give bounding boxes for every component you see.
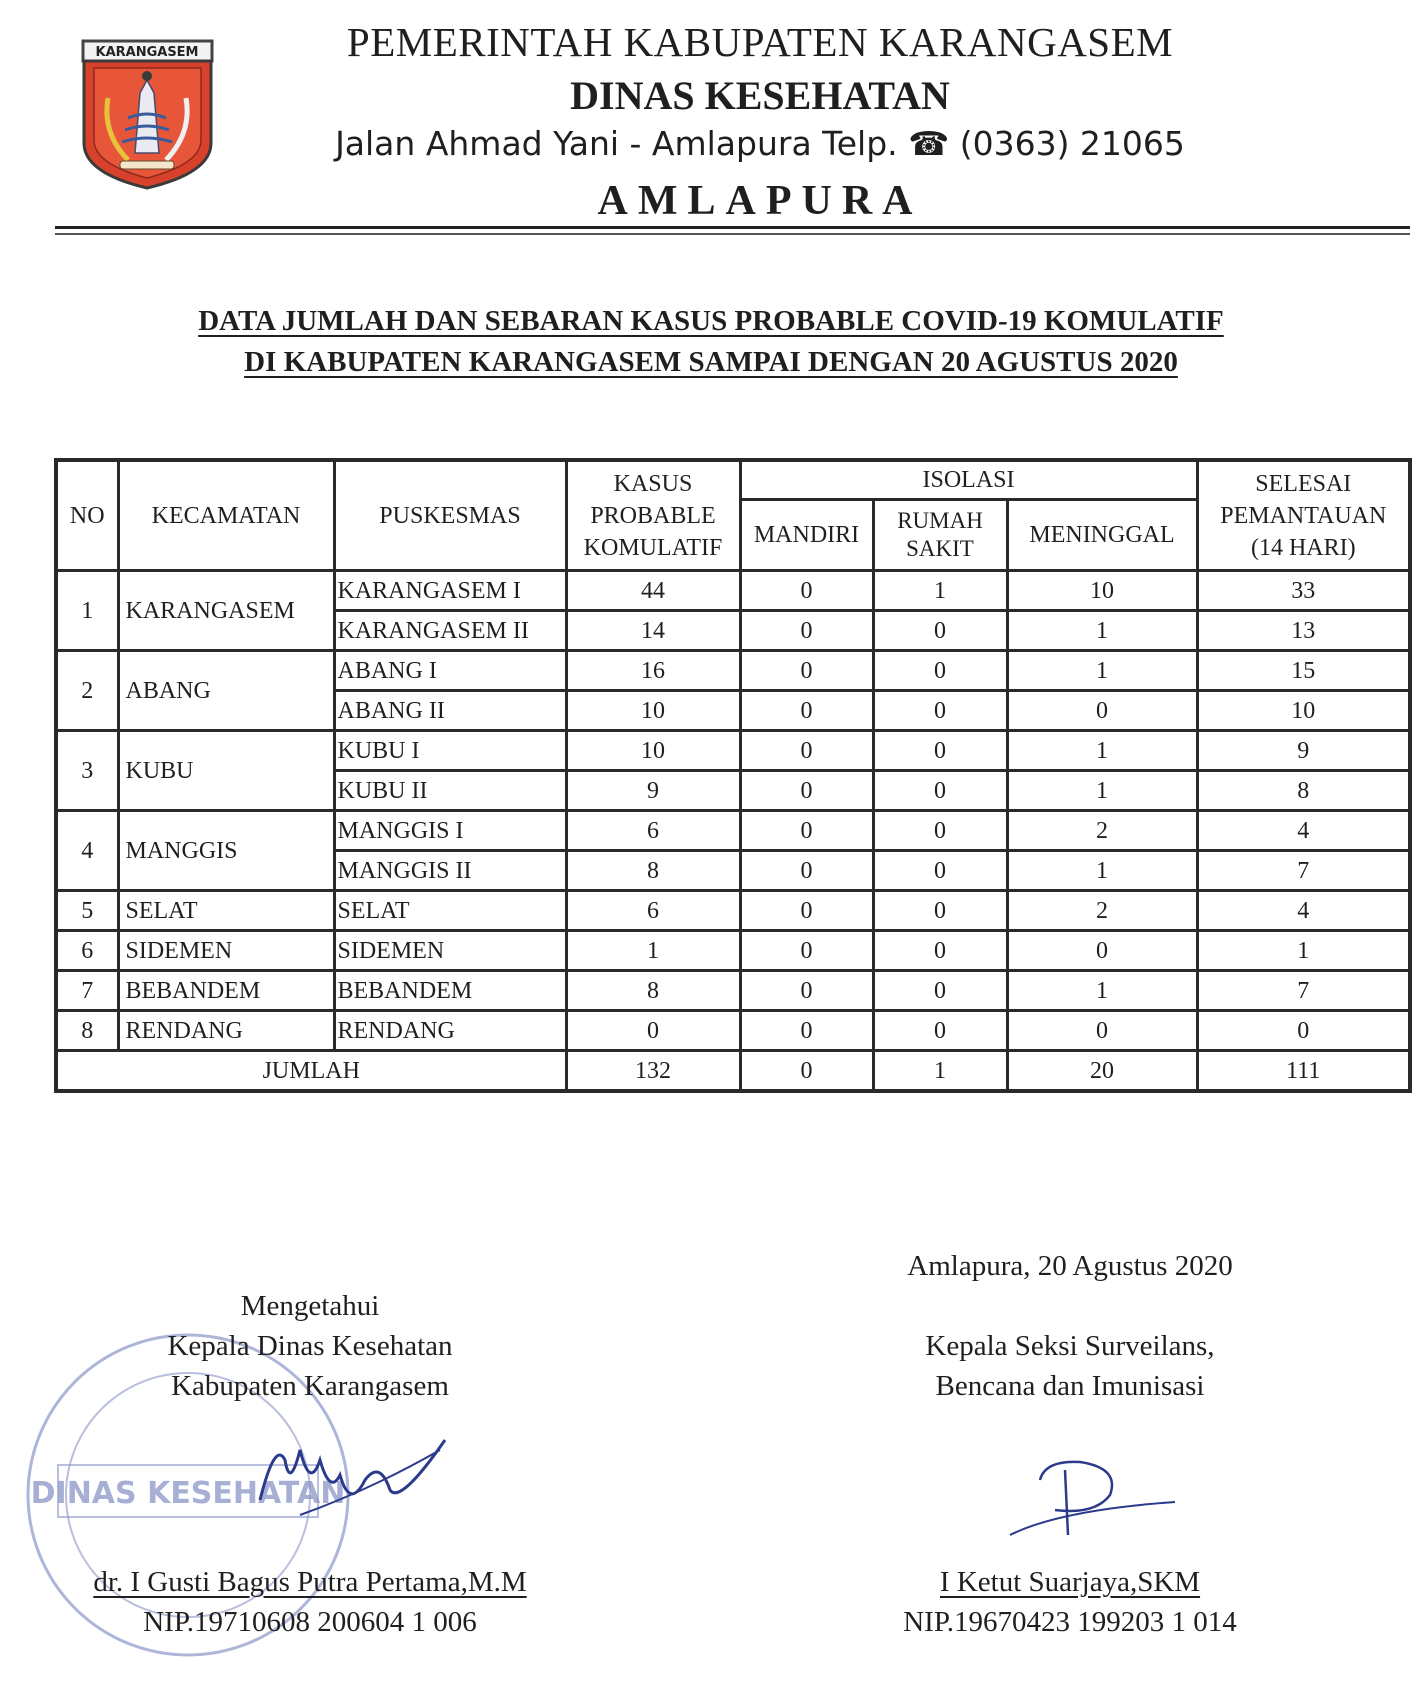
cell-meninggal: 0 bbox=[1007, 691, 1197, 731]
left-signatory-heading: Mengetahui bbox=[240, 1290, 380, 1322]
cell-kasus: 10 bbox=[566, 731, 740, 771]
right-signatory-nip: NIP.19670423 199203 1 014 bbox=[903, 1606, 1237, 1638]
cell-puskesmas: ABANG I bbox=[334, 651, 566, 691]
cell-rumah-sakit: 0 bbox=[873, 651, 1007, 691]
cell-rumah-sakit: 0 bbox=[873, 771, 1007, 811]
svg-text:KARANGASEM: KARANGASEM bbox=[95, 45, 199, 60]
cell-kecamatan: MANGGIS bbox=[118, 811, 334, 891]
cell-no: 8 bbox=[56, 1011, 118, 1051]
cell-mandiri: 0 bbox=[740, 891, 873, 931]
letterhead-city: AMLAPURA bbox=[597, 178, 923, 224]
cell-kecamatan: KUBU bbox=[118, 731, 334, 811]
cell-no: 6 bbox=[56, 931, 118, 971]
table-row bbox=[56, 971, 1410, 1011]
letterhead-government-name: PEMERINTAH KABUPATEN KARANGASEM bbox=[346, 19, 1174, 65]
table-row bbox=[56, 571, 1410, 611]
cell-rumah-sakit: 0 bbox=[873, 611, 1007, 651]
header-no: NO bbox=[56, 460, 118, 571]
cell-mandiri: 0 bbox=[740, 651, 873, 691]
left-signatory-position: Kepala Dinas Kesehatan bbox=[167, 1330, 453, 1362]
total-meninggal: 20 bbox=[1007, 1051, 1197, 1092]
cell-selesai: 4 bbox=[1197, 891, 1410, 931]
total-selesai: 111 bbox=[1197, 1051, 1410, 1092]
cell-mandiri: 0 bbox=[740, 691, 873, 731]
svg-text:DINAS KESEHATAN: DINAS KESEHATAN bbox=[30, 1476, 346, 1511]
cell-mandiri: 0 bbox=[740, 771, 873, 811]
cell-no: 3 bbox=[56, 731, 118, 811]
cell-rumah-sakit: 1 bbox=[873, 571, 1007, 611]
header-meninggal: MENINGGAL bbox=[1007, 500, 1197, 571]
cell-puskesmas: SIDEMEN bbox=[334, 931, 566, 971]
cell-puskesmas: BEBANDEM bbox=[334, 971, 566, 1011]
cell-rumah-sakit: 0 bbox=[873, 811, 1007, 851]
cell-mandiri: 0 bbox=[740, 971, 873, 1011]
cell-selesai: 15 bbox=[1197, 651, 1410, 691]
cell-puskesmas: KARANGASEM II bbox=[334, 611, 566, 651]
letterhead-department-name: DINAS KESEHATAN bbox=[570, 73, 950, 118]
header-kecamatan: KECAMATAN bbox=[118, 460, 334, 571]
header-mandiri: MANDIRI bbox=[740, 500, 873, 571]
cell-rumah-sakit: 0 bbox=[873, 891, 1007, 931]
cell-no: 2 bbox=[56, 651, 118, 731]
cell-kecamatan: KARANGASEM bbox=[118, 571, 334, 651]
cell-meninggal: 0 bbox=[1007, 1011, 1197, 1051]
cell-rumah-sakit: 0 bbox=[873, 851, 1007, 891]
table-row bbox=[56, 1011, 1410, 1051]
cell-puskesmas: ABANG II bbox=[334, 691, 566, 731]
cell-selesai: 4 bbox=[1197, 811, 1410, 851]
cell-meninggal: 1 bbox=[1007, 771, 1197, 811]
cell-meninggal: 10 bbox=[1007, 571, 1197, 611]
total-rumah-sakit: 1 bbox=[873, 1051, 1007, 1092]
cell-no: 1 bbox=[56, 571, 118, 651]
cell-puskesmas: MANGGIS I bbox=[334, 811, 566, 851]
cell-selesai: 9 bbox=[1197, 731, 1410, 771]
cell-selesai: 10 bbox=[1197, 691, 1410, 731]
table-row bbox=[56, 931, 1410, 971]
cell-meninggal: 1 bbox=[1007, 851, 1197, 891]
left-signatory-institution: Kabupaten Karangasem bbox=[171, 1370, 449, 1402]
cell-selesai: 13 bbox=[1197, 611, 1410, 651]
cell-meninggal: 2 bbox=[1007, 811, 1197, 851]
total-label: JUMLAH bbox=[56, 1051, 566, 1092]
cell-selesai: 7 bbox=[1197, 971, 1410, 1011]
cell-kasus: 8 bbox=[566, 971, 740, 1011]
header-puskesmas: PUSKESMAS bbox=[334, 460, 566, 571]
cell-mandiri: 0 bbox=[740, 851, 873, 891]
table-row bbox=[56, 651, 1410, 691]
cell-no: 5 bbox=[56, 891, 118, 931]
header-isolasi: ISOLASI bbox=[740, 460, 1197, 500]
cell-selesai: 1 bbox=[1197, 931, 1410, 971]
cell-kasus: 6 bbox=[566, 891, 740, 931]
cell-rumah-sakit: 0 bbox=[873, 971, 1007, 1011]
cell-selesai: 0 bbox=[1197, 1011, 1410, 1051]
cell-meninggal: 1 bbox=[1007, 651, 1197, 691]
cell-puskesmas: MANGGIS II bbox=[334, 851, 566, 891]
cell-kecamatan: RENDANG bbox=[118, 1011, 334, 1051]
document-title-line-1: DATA JUMLAH DAN SEBARAN KASUS PROBABLE COVID-19 KOMULATIF bbox=[198, 305, 1224, 337]
header-rumah-sakit: RUMAH SAKIT bbox=[873, 500, 1007, 571]
cell-meninggal: 1 bbox=[1007, 611, 1197, 651]
cell-puskesmas: KARANGASEM I bbox=[334, 571, 566, 611]
total-kasus: 132 bbox=[566, 1051, 740, 1092]
cell-rumah-sakit: 0 bbox=[873, 731, 1007, 771]
cell-puskesmas: RENDANG bbox=[334, 1011, 566, 1051]
place-and-date: Amlapura, 20 Agustus 2020 bbox=[907, 1250, 1233, 1282]
case-data-table-body bbox=[56, 571, 1410, 1051]
cell-mandiri: 0 bbox=[740, 571, 873, 611]
cell-mandiri: 0 bbox=[740, 731, 873, 771]
cell-puskesmas: SELAT bbox=[334, 891, 566, 931]
cell-mandiri: 0 bbox=[740, 611, 873, 651]
cell-rumah-sakit: 0 bbox=[873, 691, 1007, 731]
table-row bbox=[56, 731, 1410, 771]
header-kasus-probable: KASUS PROBABLE KOMULATIF bbox=[566, 460, 740, 571]
cell-kasus: 6 bbox=[566, 811, 740, 851]
header-selesai-pemantauan: SELESAI PEMANTAUAN (14 HARI) bbox=[1197, 460, 1410, 571]
cell-kecamatan: BEBANDEM bbox=[118, 971, 334, 1011]
signature-left bbox=[240, 1420, 450, 1530]
cell-mandiri: 0 bbox=[740, 1011, 873, 1051]
cell-meninggal: 1 bbox=[1007, 971, 1197, 1011]
cell-puskesmas: KUBU II bbox=[334, 771, 566, 811]
case-data-table bbox=[54, 458, 1412, 1093]
cell-rumah-sakit: 0 bbox=[873, 1011, 1007, 1051]
cell-kasus: 0 bbox=[566, 1011, 740, 1051]
cell-kecamatan: SELAT bbox=[118, 891, 334, 931]
cell-puskesmas: KUBU I bbox=[334, 731, 566, 771]
cell-no: 7 bbox=[56, 971, 118, 1011]
table-row bbox=[56, 811, 1410, 851]
right-signatory-name: I Ketut Suarjaya,SKM bbox=[939, 1566, 1201, 1598]
cell-kasus: 8 bbox=[566, 851, 740, 891]
cell-kasus: 16 bbox=[566, 651, 740, 691]
table-total-row bbox=[56, 1051, 1410, 1092]
cell-selesai: 8 bbox=[1197, 771, 1410, 811]
cell-kasus: 14 bbox=[566, 611, 740, 651]
letterhead-divider bbox=[55, 226, 1410, 229]
letterhead-address: Jalan Ahmad Yani - Amlapura Telp. ☎ (0363) 21065 bbox=[335, 124, 1185, 163]
total-mandiri: 0 bbox=[740, 1051, 873, 1092]
cell-meninggal: 2 bbox=[1007, 891, 1197, 931]
left-signatory-name: dr. I Gusti Bagus Putra Pertama,M.M bbox=[93, 1566, 527, 1598]
left-signatory-nip: NIP.19710608 200604 1 006 bbox=[143, 1606, 477, 1638]
document-title-line-2: DI KABUPATEN KARANGASEM SAMPAI DENGAN 20 AGUSTUS 2020 bbox=[244, 346, 1178, 378]
cell-kecamatan: ABANG bbox=[118, 651, 334, 731]
cell-selesai: 7 bbox=[1197, 851, 1410, 891]
cell-selesai: 33 bbox=[1197, 571, 1410, 611]
right-signatory-position: Kepala Seksi Surveilans, bbox=[925, 1330, 1215, 1362]
signature-right bbox=[1000, 1440, 1180, 1550]
cell-rumah-sakit: 0 bbox=[873, 931, 1007, 971]
karangasem-emblem-logo bbox=[80, 38, 215, 190]
cell-meninggal: 1 bbox=[1007, 731, 1197, 771]
cell-meninggal: 0 bbox=[1007, 931, 1197, 971]
cell-kasus: 10 bbox=[566, 691, 740, 731]
cell-kasus: 1 bbox=[566, 931, 740, 971]
cell-mandiri: 0 bbox=[740, 931, 873, 971]
cell-kecamatan: SIDEMEN bbox=[118, 931, 334, 971]
case-data-table-wrapper bbox=[54, 458, 1412, 1093]
cell-kasus: 9 bbox=[566, 771, 740, 811]
cell-mandiri: 0 bbox=[740, 811, 873, 851]
cell-no: 4 bbox=[56, 811, 118, 891]
right-signatory-division: Bencana dan Imunisasi bbox=[935, 1370, 1205, 1402]
cell-kasus: 44 bbox=[566, 571, 740, 611]
table-row bbox=[56, 891, 1410, 931]
letterhead-divider-thin bbox=[55, 233, 1410, 235]
